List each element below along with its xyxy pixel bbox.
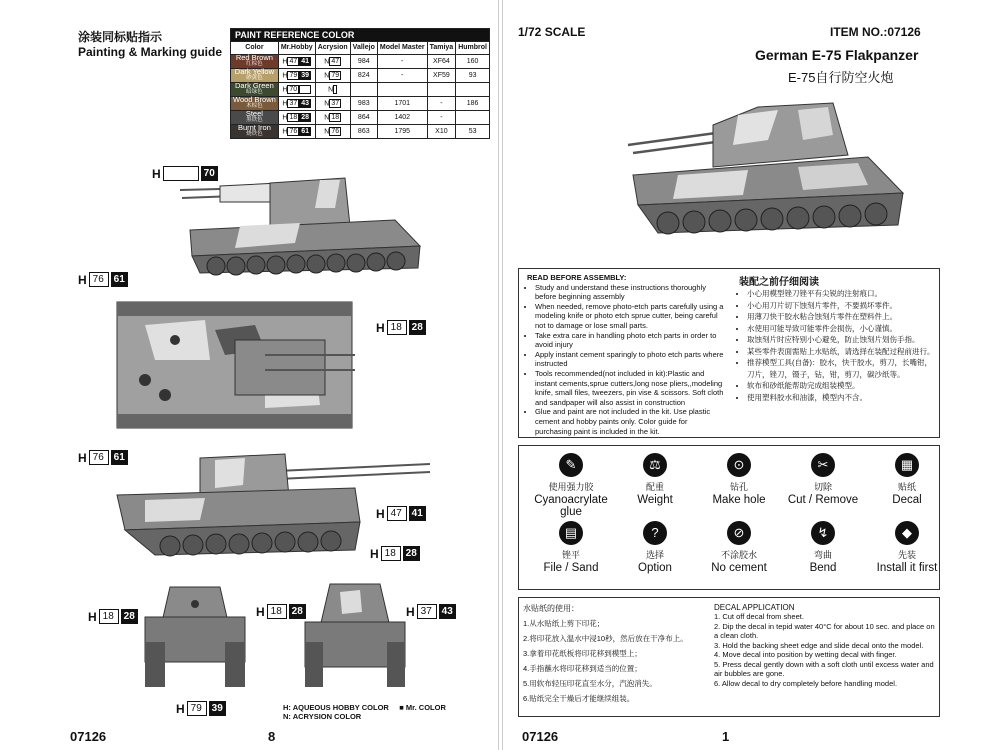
decal-step-zh: 4.手指蘸水将印花移到适当的位置； [523, 664, 642, 673]
label-h18-c: H 18 28 [88, 609, 138, 624]
tamiya-code: - [427, 110, 456, 124]
symbol-make-hole [691, 453, 787, 506]
instruction-item: • Apply instant cement sparingly to photo etch parts where instructed [535, 350, 725, 369]
label-h37: H 37 43 [406, 604, 456, 619]
vallejo-code: 824 [350, 68, 377, 82]
instruction-item-zh: • 某些零件表面需贴上水贴纸，请选择在装配过程前进行。 [747, 346, 935, 358]
symbol-cyanoacrylate-glue [523, 453, 619, 518]
symbol-label-zh: 钻孔 [729, 482, 748, 492]
mr-hobby-code: H 79 39 [278, 68, 315, 82]
paint-color-swatch: Wood Brown 木棕色 [231, 96, 279, 110]
decal-instructions-en: DECAL APPLICATION 1. Cut off decal from sheet. 2. Dip the decal in tepid water 40°C for about 10 sec. and place on a clean cloth. 3. Hold the backing sheet edge and slide decal onto the model. 4. Move decal into position by wetting decal with finger. 5. Press decal gently down with a soft cloth until excess water and air bubbles are gone. 6. Allow decal to dry completely before handling model. [714, 603, 938, 688]
tank-front-view [300, 582, 410, 692]
symbol-label-en: No cement [711, 562, 767, 574]
footer-item-code-right: 07126 [522, 729, 559, 744]
tank-side-view-top [180, 168, 440, 280]
tamiya-code: X10 [427, 124, 456, 138]
instruction-item-zh: • 用薄刀快干胶水粘合蚀刻片零件在塑料件上。 [747, 311, 935, 323]
symbol-label-zh: 使用强力胶 [548, 482, 594, 492]
humbrol-code: 93 [456, 68, 490, 82]
symbol-label-zh: 先装 [897, 550, 916, 560]
instruction-item-zh: • 使用塑料胶水和油漆，模型内不含。 [747, 392, 935, 404]
humbrol-code: 160 [456, 54, 490, 68]
paint-color-swatch: Burnt Iron 烧铁色 [231, 124, 279, 138]
tamiya-code: XF59 [427, 68, 456, 82]
mr-hobby-code: H 37 43 [278, 96, 315, 110]
symbol-label-zh: 配重 [645, 482, 664, 492]
footer-item-code-left: 07126 [70, 729, 107, 744]
model-master-code: 1701 [377, 96, 427, 110]
bend-icon: ↯ [811, 521, 835, 545]
symbol-label-en: File / Sand [543, 562, 599, 574]
model-master-code: 1795 [377, 124, 427, 138]
model-master-code [377, 82, 427, 96]
tank-rear-view [140, 582, 250, 692]
tank-profile-illustration [618, 95, 918, 245]
vallejo-code: 983 [350, 96, 377, 110]
option-icon: ? [643, 521, 667, 545]
mr-hobby-code: H 70 [278, 82, 315, 96]
cut-remove-icon: ✂ [811, 453, 835, 477]
instruction-item: • Tools recommended(not included in kit):Plastic and instant cements,sprue cutters,long nose pliers,,modeling knife, small files, tweezers, pin vise & scissors. Soft cloth and sandpaper will also assist in construction [535, 369, 725, 407]
model-master-code: 1402 [377, 110, 427, 124]
symbol-label-en: Decal [892, 494, 922, 506]
cyanoacrylate-glue-icon: ✎ [559, 453, 583, 477]
symbol-label-en: Install it first [876, 562, 938, 574]
acrysion-code: N 76 [315, 124, 350, 138]
symbol-option [607, 521, 703, 574]
paint-table-col-header: Acrysion [315, 42, 350, 55]
decal-application-box [518, 597, 940, 717]
label-h79: H 79 39 [176, 701, 226, 716]
instruction-item-zh: • 水使用可能导致可能零件会损伤，小心谨慎。 [747, 323, 935, 335]
tank-top-view [115, 300, 355, 430]
decal-step-en: 2. Dip the decal in tepid water 40°C for about 10 sec. and place on a clean cloth. [714, 621, 935, 640]
instructions-en-list [527, 283, 725, 437]
symbol-label-en: Cyanoacrylate glue [534, 494, 608, 518]
symbol-label-en: Cut / Remove [787, 494, 859, 506]
read-before-assembly-box [518, 268, 940, 438]
acrysion-code: N 37 [315, 96, 350, 110]
instruction-item-zh: • 推荐模型工具(自备)：胶水，快干胶水，剪刀，长嘴钳，刀片，锉刀，镊子，钻，钳，剪刀，碳沙纸等。 [747, 357, 935, 380]
make-hole-icon: ⊙ [727, 453, 751, 477]
instruction-item-zh: • 软布和砂纸能帮助完成组装模型。 [747, 380, 935, 392]
right-page [503, 0, 1000, 750]
acrysion-code: N [315, 82, 350, 96]
instructions-zh: 装配之前仔细阅读 • 小心用模型锉刀锉平有尖锐的注射痕口。 • 小心用刀片切下蚀刻片零件，不要损坏零件。 • 用薄刀快干胶水粘合蚀刻片零件在塑料件上。 • 水使用可能导致可能零件会损伤，小心谨慎。 • 取蚀刻片时应特别小心避免，防止蚀刻片划伤手指。 • 某些零件表面需贴上水贴纸，请选择在装配过程前进行。 • 推荐模型工具(自备)：胶水，快干胶水，剪刀，长嘴钳，刀片，锉刀，镊子，钻，钳，剪刀，碳沙纸等。 • 软布和砂纸能帮助完成组装模型。 • 使用塑料胶水和油漆，模型内不含。 [739, 273, 935, 403]
acrysion-code: N 18 [315, 110, 350, 124]
symbol-no-cement [691, 521, 787, 574]
instruction-item: • When needed, remove photo-etch parts carefully using a modeling knife or photo etch sprue cutter, being careful not to damage or lose small parts. [535, 302, 725, 331]
humbrol-code [456, 110, 490, 124]
paint-color-swatch: Dark Green 暗绿色 [231, 82, 279, 96]
symbol-file-sand [523, 521, 619, 574]
paint-table-heading: PAINT REFERENCE COLOR [231, 29, 490, 42]
paint-table-col-header: Vallejo [350, 42, 377, 55]
item-number: ITEM NO.:07126 [830, 25, 921, 39]
instruction-item-zh: • 取蚀刻片时应特别小心避免，防止蚀刻片划伤手指。 [747, 334, 935, 346]
paint-color-swatch: Red Brown 红棕色 [231, 54, 279, 68]
paint-reference-table [230, 28, 490, 139]
instruction-item-zh: • 小心用模型锉刀锉平有尖锐的注射痕口。 [747, 288, 935, 300]
decal-step-zh: 3.拿着印花纸板将印花移到模型上； [523, 649, 642, 658]
tamiya-code: - [427, 96, 456, 110]
acrysion-code: N 79 [315, 68, 350, 82]
label-h47: H 47 41 [376, 506, 426, 521]
decal-instructions-zh: 水贴纸的使用： 1.从水贴纸上剪下印花； 2.将印花放入温水中浸10秒，然后放在干净布上。 3.拿着印花纸板将印花移到模型上； 4.手指蘸水将印花移到适当的位置； 5.用软布轻压印花直至水分，汽泡消失。 6.贴纸完全干燥后才能继续组装。 [523, 603, 713, 706]
instruction-item-zh: • 小心用刀片切下蚀刻片零件，不要损坏零件。 [747, 300, 935, 312]
no-cement-icon: ⊘ [727, 521, 751, 545]
instruction-item: • Study and understand these instructions thoroughly before beginning assembly [535, 283, 725, 302]
humbrol-code: 53 [456, 124, 490, 138]
instruction-item: • Glue and paint are not included in the kit. Use plastic cement and hobby paints only. Color guide for purchasing paint is included in the kit. [535, 407, 725, 436]
paint-table-col-header: Humbrol [456, 42, 490, 55]
symbol-weight [607, 453, 703, 506]
left-page [0, 0, 497, 750]
symbol-label-zh: 不涂胶水 [720, 550, 757, 560]
tamiya-code: XF64 [427, 54, 456, 68]
product-title-zh: E-75自行防空火炮 [788, 70, 894, 85]
symbol-label-en: Bend [809, 562, 837, 574]
paint-table-row [231, 124, 490, 138]
vallejo-code: 864 [350, 110, 377, 124]
decal-step-en: 3. Hold the backing sheet edge and slide decal onto the model. [714, 640, 924, 650]
mr-hobby-code: H 18 28 [278, 110, 315, 124]
symbol-label-zh: 切除 [813, 482, 832, 492]
product-title-en: German E-75 Flakpanzer [755, 47, 919, 63]
mr-hobby-code: H 76 61 [278, 124, 315, 138]
humbrol-code [456, 82, 490, 96]
label-h70: H 70 [152, 166, 218, 181]
decal-step-en: 1. Cut off decal from sheet. [714, 612, 804, 621]
symbol-bend [775, 521, 871, 574]
vallejo-code [350, 82, 377, 96]
scale-label: 1/72 SCALE [518, 25, 586, 39]
install-it-first-icon: ◆ [895, 521, 919, 545]
color-legend: H: AQUEOUS HOBBY COLOR ■ Mr. COLOR N: ACRYSION COLOR [283, 703, 446, 721]
symbol-label-zh: 弯曲 [813, 550, 832, 560]
symbol-label-zh: 选择 [645, 550, 664, 560]
paint-table-col-header: Tamiya [427, 42, 456, 55]
symbol-label-zh: 锉平 [561, 550, 580, 560]
label-h76-a: H 76 61 [78, 272, 128, 287]
label-h18-b: H 18 28 [370, 546, 420, 561]
tamiya-code [427, 82, 456, 96]
decal-icon: ▦ [895, 453, 919, 477]
paint-table-col-header: Mr.Hobby [278, 42, 315, 55]
symbol-label-en: Weight [637, 494, 673, 506]
page-number-left: 8 [268, 729, 276, 744]
decal-step-zh: 6.贴纸完全干燥后才能继续组装。 [523, 694, 635, 703]
symbol-label-zh: 贴纸 [897, 482, 916, 492]
decal-step-en: 4. Move decal into position by wetting decal with finger. [714, 650, 897, 659]
paint-table-col-header: Color [231, 42, 279, 55]
humbrol-code: 186 [456, 96, 490, 110]
vallejo-code: 984 [350, 54, 377, 68]
painting-guide-title-en: Painting & Marking guide [78, 45, 223, 59]
symbol-label-en: Make hole [712, 494, 766, 506]
symbol-install-it-first [859, 521, 955, 574]
symbol-label-en: Option [638, 562, 672, 574]
painting-guide-title-zh: 涂装同标贴指示 [78, 30, 163, 44]
decal-step-zh: 5.用软布轻压印花直至水分，汽泡消失。 [523, 679, 657, 688]
paint-color-swatch: Steel 黑铁色 [231, 110, 279, 124]
page-number-right: 1 [722, 729, 730, 744]
vallejo-code: 863 [350, 124, 377, 138]
paint-table-col-header: Model Master [377, 42, 427, 55]
symbol-legend-box [518, 445, 940, 590]
decal-step-zh: 2.将印花放入温水中浸10秒，然后放在干净布上。 [523, 634, 688, 643]
weight-icon: ⚖ [643, 453, 667, 477]
label-h76-b: H 76 61 [78, 450, 128, 465]
label-h18-a: H 18 28 [376, 320, 426, 335]
model-master-code: - [377, 68, 427, 82]
mr-hobby-code: H 47 41 [278, 54, 315, 68]
paint-table-row [231, 96, 490, 110]
decal-step-zh: 1.从水贴纸上剪下印花； [523, 619, 605, 628]
decal-step-en: 6. Allow decal to dry completely before handling model. [714, 678, 898, 688]
file-sand-icon: ▤ [559, 521, 583, 545]
instructions-en: READ BEFORE ASSEMBLY: • Study and understand these instructions thoroughly before beginning assembly • When needed, remove photo-etch parts carefully using a modeling knife or photo etch sprue cutter, being careful not to damage or lose small parts. • Take extra care in handling photo etch parts in order to avoid injury • Apply instant cement sparingly to photo etch parts where instructed • Tools recommended(not included in kit):Plastic and instant cements,sprue cutters,long nose pliers,,modeling knife, small files, tweezers, pin vise & scissors. Soft cloth and sandpaper will also assist in construction • Glue and paint are not included in the kit. Use plastic cement and hobby paints only. Color guide for purchasing paint is included in the kit. [527, 273, 725, 436]
model-master-code: - [377, 54, 427, 68]
instruction-item: • Take extra care in handling photo etch parts in order to avoid injury [535, 331, 725, 350]
label-h18-d: H 18 28 [256, 604, 306, 619]
acrysion-code: N 47 [315, 54, 350, 68]
instructions-zh-list [739, 288, 935, 403]
paint-color-swatch: Dark Yellow 砂黄色 [231, 68, 279, 82]
decal-step-en: 5. Press decal gently down with a soft cloth until excess water and air bubbles are gone. [714, 659, 934, 678]
symbol-decal [859, 453, 955, 506]
symbol-cut-remove [775, 453, 871, 506]
